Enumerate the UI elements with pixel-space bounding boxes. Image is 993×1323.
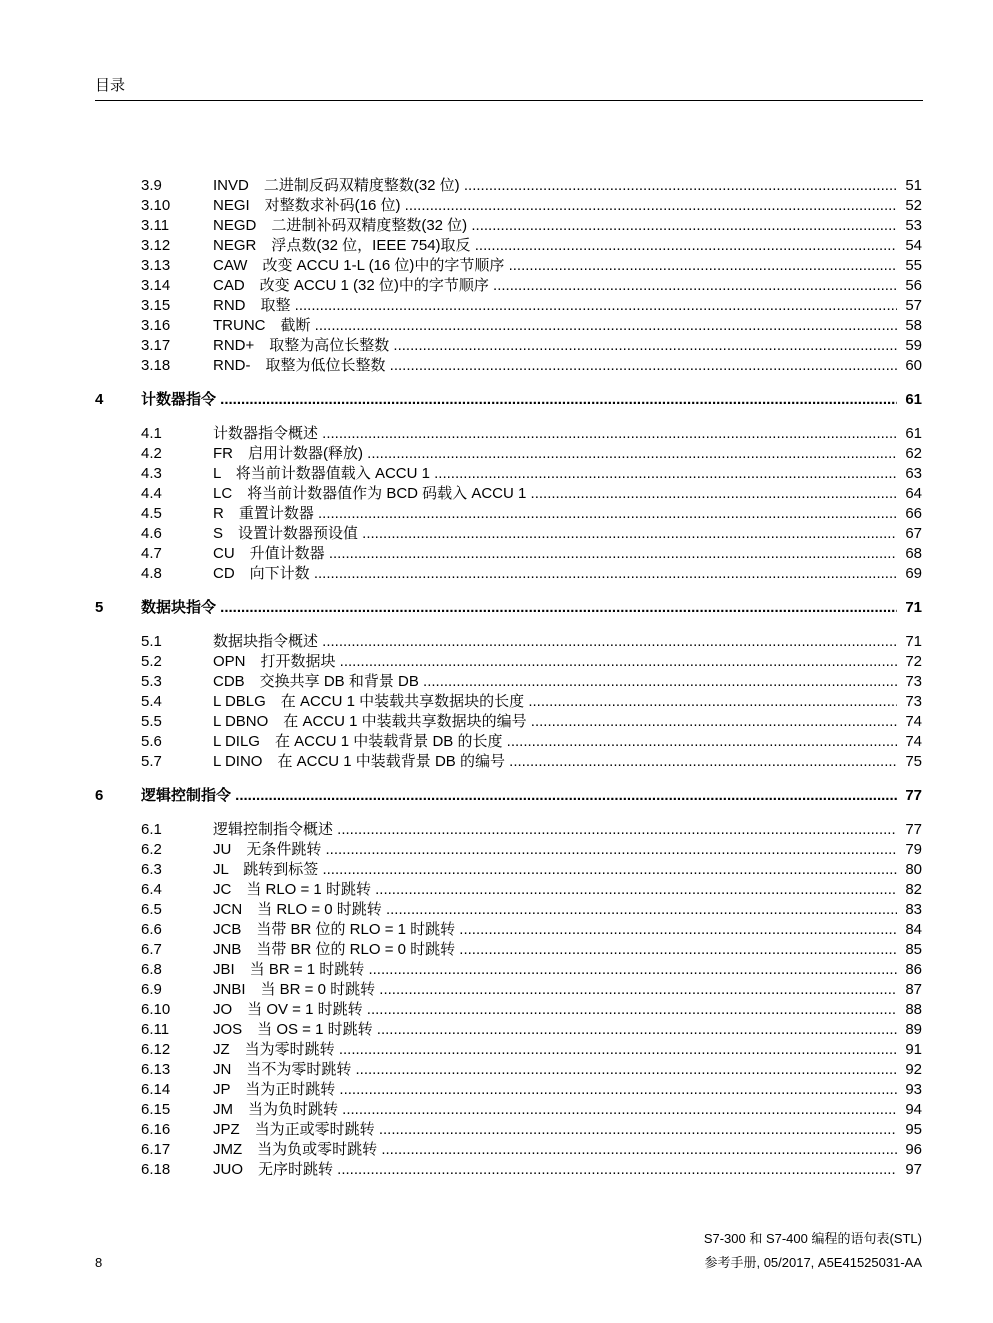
toc-entry-title: FR 启用计数器(释放) ..... [213,444,897,464]
toc-entry-page: 59 [905,337,922,354]
toc-entry-number: 6.13 [141,1061,171,1078]
toc-entry-title: NEGR 浮点数(32 位，IEEE 754)取反 ..... [213,236,897,256]
toc-entry-title: JMZ 当为负或零时跳转 ..... [213,1140,897,1160]
toc-entry[interactable] [0,216,993,236]
toc-entry[interactable] [0,652,993,672]
toc-entry[interactable] [0,276,993,296]
toc-entry-title: JM 当为负时跳转 ..... [213,1100,897,1120]
toc-entry-number: 6.2 [141,841,162,858]
toc-entry-title: INVD 二进制反码双精度整数(32 位) ..... [213,176,897,196]
toc-entry-page: 62 [905,445,922,462]
toc-entry-page: 64 [905,485,922,502]
toc-entry[interactable] [0,672,993,692]
toc-entry-title: CAW 改变 ACCU 1-L (16 位)中的字节顺序 ..... [213,256,897,276]
toc-entry-title: 计数器指令 ..... [141,390,897,410]
toc-entry-number: 4.6 [141,525,162,542]
toc-entry-page: 84 [905,921,922,938]
toc-entry[interactable] [0,920,993,940]
toc-entry-title: NEGD 二进制补码双精度整数(32 位) ..... [213,216,897,236]
toc-entry-title: L DBLG 在 ACCU 1 中装载共享数据块的长度 ..... [213,692,897,712]
toc-entry[interactable] [0,1000,993,1020]
toc-entry[interactable] [0,1060,993,1080]
toc-entry-page: 73 [905,673,922,690]
toc-entry[interactable] [0,336,993,356]
toc-entry-title: L DINO 在 ACCU 1 中装载背景 DB 的编号 ..... [213,752,897,772]
toc-entry-number: 6.11 [141,1021,170,1038]
toc-entry-page: 75 [905,753,922,770]
toc-entry-page: 57 [905,297,922,314]
toc-entry-page: 85 [905,941,922,958]
toc-entry-title: TRUNC 截断 ..... [213,316,897,336]
toc-entry-number: 4.8 [141,565,162,582]
toc-entry-title: 逻辑控制指令 ..... [141,786,897,806]
toc-entry-page: 68 [905,545,922,562]
toc-entry-page: 80 [905,861,922,878]
toc-entry[interactable] [0,1160,993,1180]
toc-entry-page: 66 [905,505,922,522]
toc-entry[interactable] [0,1100,993,1120]
toc-entry-page: 72 [905,653,922,670]
toc-entry-number: 6.3 [141,861,162,878]
toc-entry-title: L DILG 在 ACCU 1 中装载背景 DB 的长度 ..... [213,732,897,752]
toc-entry-number: 6.4 [141,881,162,898]
toc-entry-number: 6.15 [141,1101,171,1118]
toc-entry-page: 71 [905,633,922,650]
toc-entry[interactable] [0,464,993,484]
toc-entry[interactable] [0,940,993,960]
toc-entry-title: 数据块指令概述 ..... [213,632,897,652]
toc-entry-title: JNBI 当 BR = 0 时跳转 ..... [213,980,897,1000]
toc-entry-number: 4 [95,391,104,408]
toc-entry-page: 61 [905,425,922,442]
toc-entry-number: 4.5 [141,505,162,522]
toc-entry[interactable] [0,444,993,464]
toc-entry-number: 3.9 [141,177,162,194]
toc-entry-title: 数据块指令 ..... [141,598,897,618]
toc-entry-number: 4.4 [141,485,162,502]
toc-entry[interactable] [0,196,993,216]
toc-entry[interactable] [0,880,993,900]
toc-entry-page: 83 [905,901,922,918]
toc-entry-page: 55 [905,257,922,274]
toc-entry[interactable] [0,692,993,712]
toc-entry-number: 3.17 [141,337,171,354]
toc-entry-page: 74 [905,733,922,750]
toc-entry-title: JN 当不为零时跳转 ..... [213,1060,897,1080]
toc-entry-number: 6.9 [141,981,162,998]
toc-entry[interactable] [0,356,993,376]
toc-entry-title: 逻辑控制指令概述 ..... [213,820,897,840]
toc-entry-title: CAD 改变 ACCU 1 (32 位)中的字节顺序 ..... [213,276,897,296]
toc-entry-number: 5.2 [141,653,162,670]
toc-entry-number: 5.3 [141,673,162,690]
toc-entry[interactable] [0,524,993,544]
toc-entry-page: 91 [905,1041,922,1058]
toc-entry-title: 计数器指令概述 ..... [213,424,897,444]
toc-entry-title: JNB 当带 BR 位的 RLO = 0 时跳转 ..... [213,940,897,960]
toc-entry-number: 4.2 [141,445,162,462]
toc-entry[interactable] [0,1120,993,1140]
toc-entry-title: JZ 当为零时跳转 ..... [213,1040,897,1060]
toc-entry-title: JOS 当 OS = 1 时跳转 ..... [213,1020,897,1040]
toc-entry-page: 60 [905,357,922,374]
toc-entry-page: 51 [905,177,922,194]
toc-entry-title: JU 无条件跳转 ..... [213,840,897,860]
toc-entry-title: R 重置计数器 ..... [213,504,897,524]
toc-entry-page: 77 [905,787,922,804]
toc-entry[interactable] [0,900,993,920]
toc-entry[interactable] [0,424,993,444]
toc-entry-title: JPZ 当为正或零时跳转 ..... [213,1120,897,1140]
toc-entry[interactable] [0,820,993,840]
toc-entry-number: 3.15 [141,297,171,314]
toc-entry-number: 3.16 [141,317,171,334]
toc-entry[interactable] [0,256,993,276]
toc-entry-page: 97 [905,1161,922,1178]
toc-entry-page: 92 [905,1061,922,1078]
toc-entry-number: 6.1 [141,821,162,838]
toc-entry-title: JBI 当 BR = 1 时跳转 ..... [213,960,897,980]
toc-entry-title: OPN 打开数据块 ..... [213,652,897,672]
toc-entry[interactable] [0,564,993,584]
toc-entry-title: RND 取整 ..... [213,296,897,316]
toc-entry-title: RND- 取整为低位长整数 ..... [213,356,897,376]
toc-entry-number: 6.10 [141,1001,171,1018]
footer-doc-title: S7-300 和 S7-400 编程的语句表(STL) [703,1231,922,1246]
toc-entry-number: 6.17 [141,1141,171,1158]
toc-entry-title: S 设置计数器预设值 ..... [213,524,897,544]
toc-entry-number: 4.3 [141,465,162,482]
toc-entry-page: 95 [905,1121,922,1138]
toc-entry-number: 4.1 [141,425,162,442]
toc-entry-number: 3.18 [141,357,171,374]
toc-entry[interactable] [0,296,993,316]
toc-entry-number: 4.7 [141,545,162,562]
toc-entry[interactable] [0,752,993,772]
toc-entry[interactable] [0,712,993,732]
toc-entry[interactable] [0,732,993,752]
toc-entry-number: 3.13 [141,257,171,274]
toc-entry-page: 88 [905,1001,922,1018]
toc-entry-title: CDB 交换共享 DB 和背景 DB ..... [213,672,897,692]
toc-entry-number: 5 [95,599,104,616]
toc-entry[interactable] [0,176,993,196]
toc-entry-number: 5.7 [141,753,162,770]
toc-entry-page: 63 [905,465,922,482]
page-header-title: 目录 [95,77,126,94]
toc-entry-number: 6.18 [141,1161,171,1178]
header-divider [95,100,923,101]
toc-entry[interactable] [0,484,993,504]
toc-entry-page: 61 [905,391,922,408]
toc-entry-number: 6.16 [141,1121,171,1138]
toc-entry-number: 6 [95,787,104,804]
toc-entry-number: 5.4 [141,693,162,710]
toc-entry-page: 77 [905,821,922,838]
toc-entry[interactable] [0,316,993,336]
toc-entry-page: 67 [905,525,922,542]
toc-chapter-entry[interactable] [0,786,993,806]
toc-entry-page: 86 [905,961,922,978]
toc-entry[interactable] [0,1080,993,1100]
toc-entry-title: JCB 当带 BR 位的 RLO = 1 时跳转 ..... [213,920,897,940]
toc-entry-page: 89 [905,1021,922,1038]
toc-entry-number: 3.11 [141,217,170,234]
toc-entry[interactable] [0,960,993,980]
toc-entry[interactable] [0,632,993,652]
toc-entry[interactable] [0,980,993,1000]
toc-entry-number: 6.14 [141,1081,171,1098]
toc-entry-number: 3.12 [141,237,171,254]
toc-entry-page: 93 [905,1081,922,1098]
toc-entry[interactable] [0,840,993,860]
toc-entry[interactable] [0,1140,993,1160]
toc-entry-page: 52 [905,197,922,214]
toc-entry-number: 6.7 [141,941,162,958]
toc-entry-number: 6.8 [141,961,162,978]
toc-entry-page: 96 [905,1141,922,1158]
toc-entry-title: CU 升值计数器 ..... [213,544,897,564]
toc-entry[interactable] [0,1040,993,1060]
toc-entry-page: 56 [905,277,922,294]
toc-entry-title: JC 当 RLO = 1 时跳转 ..... [213,880,897,900]
toc-entry-title: RND+ 取整为高位长整数 ..... [213,336,897,356]
toc-entry[interactable] [0,236,993,256]
toc-entry-page: 82 [905,881,922,898]
toc-entry[interactable] [0,860,993,880]
toc-entry-title: JP 当为正时跳转 ..... [213,1080,897,1100]
toc-entry-number: 5.6 [141,733,162,750]
toc-entry-number: 3.10 [141,197,171,214]
toc-entry-title: NEGI 对整数求补码(16 位) ..... [213,196,897,216]
toc-chapter-entry[interactable] [0,390,993,410]
toc-entry-title: CD 向下计数 ..... [213,564,897,584]
toc-entry-title: L 将当前计数器值载入 ACCU 1 ..... [213,464,897,484]
toc-entry-title: JL 跳转到标签 ..... [213,860,897,880]
toc-entry-number: 5.5 [141,713,162,730]
toc-entry-page: 94 [905,1101,922,1118]
toc-entry-number: 5.1 [141,633,162,650]
toc-entry-number: 3.14 [141,277,171,294]
toc-entry-page: 73 [905,693,922,710]
toc-entry-title: JCN 当 RLO = 0 时跳转 ..... [213,900,897,920]
toc-entry-page: 69 [905,565,922,582]
toc-entry-page: 54 [905,237,922,254]
footer-page-number: 8 [95,1255,103,1270]
toc-entry-page: 58 [905,317,922,334]
toc-entry-title: L DBNO 在 ACCU 1 中装载共享数据块的编号 ..... [213,712,897,732]
toc-entry-page: 87 [905,981,922,998]
toc-entry-number: 6.5 [141,901,162,918]
toc-entry-number: 6.12 [141,1041,171,1058]
toc-entry-number: 6.6 [141,921,162,938]
toc-entry-page: 79 [905,841,922,858]
toc-entry-page: 53 [905,217,922,234]
toc-entry[interactable] [0,544,993,564]
toc-entry[interactable] [0,504,993,524]
toc-entry-title: JO 当 OV = 1 时跳转 ..... [213,1000,897,1020]
footer-doc-info: 参考手册, 05/2017, A5E41525031-AA [704,1255,922,1270]
toc-entry-page: 71 [905,599,922,616]
toc-entry-page: 74 [905,713,922,730]
toc-entry-title: JUO 无序时跳转 ..... [213,1160,897,1180]
toc-entry-title: LC 将当前计数器值作为 BCD 码载入 ACCU 1 ..... [213,484,897,504]
toc-chapter-entry[interactable] [0,598,993,618]
toc-entry[interactable] [0,1020,993,1040]
